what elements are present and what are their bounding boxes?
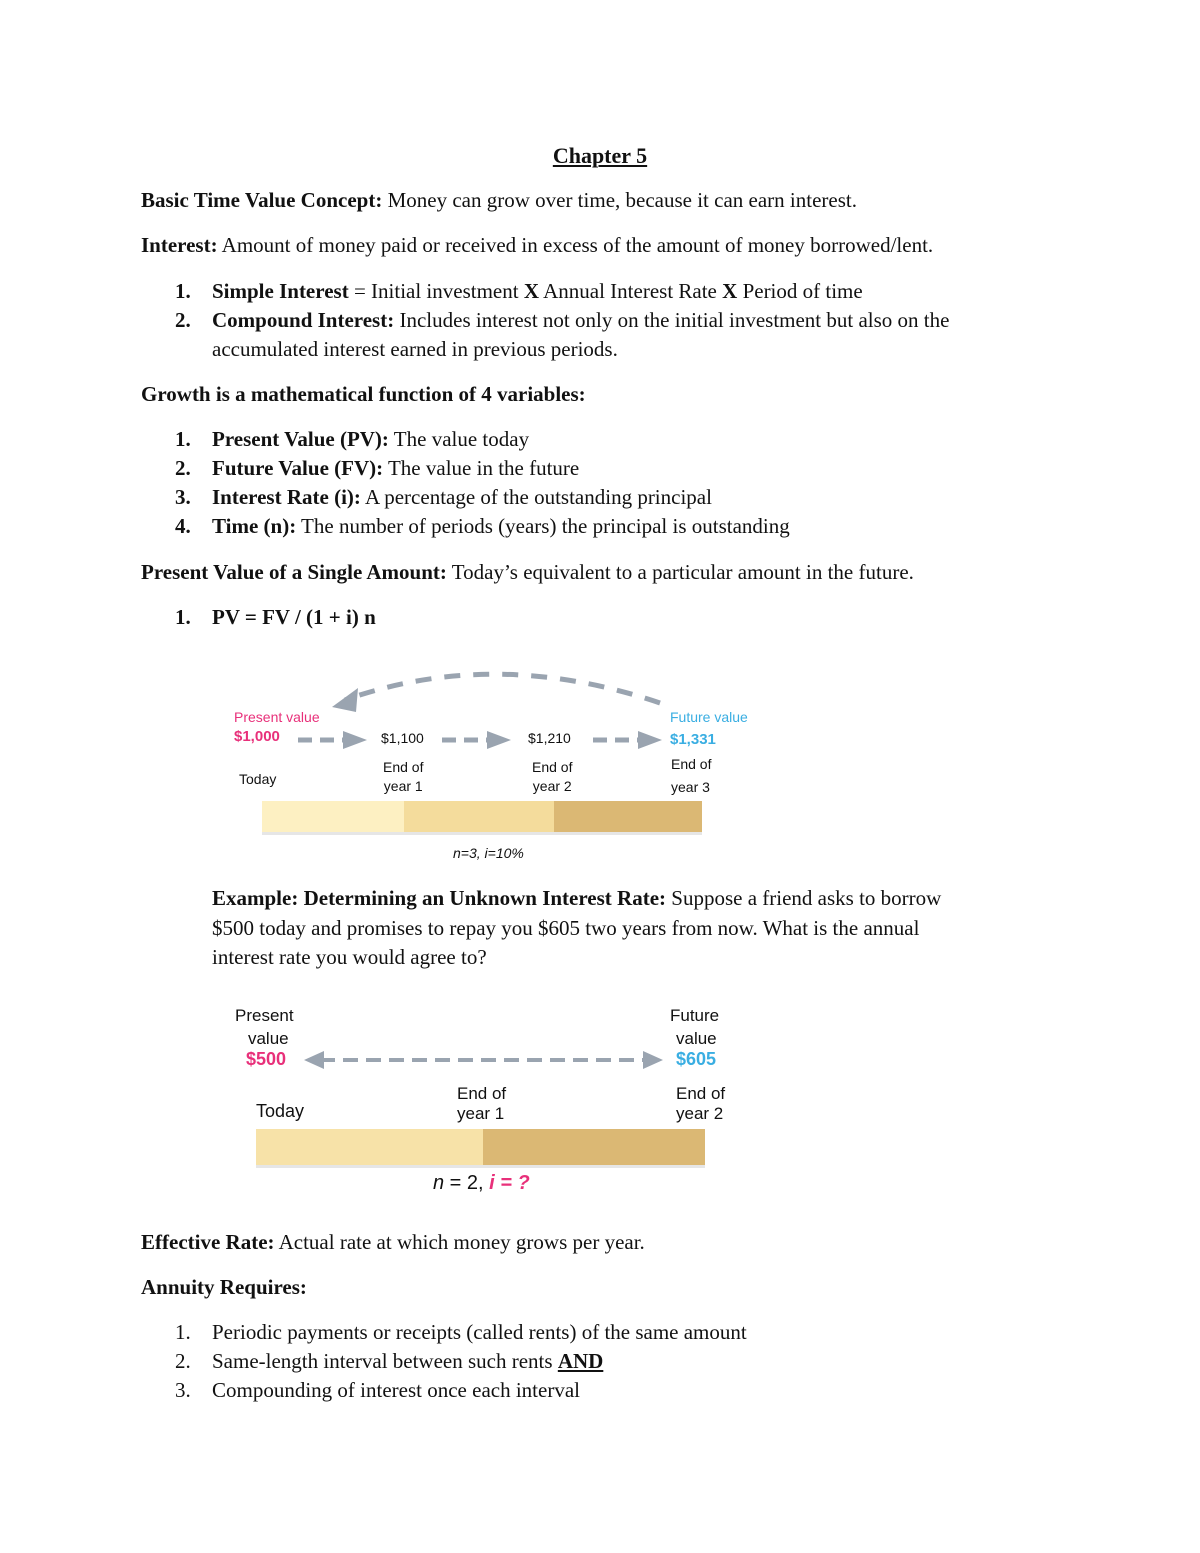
annuity-text: Periodic payments or receipts (called rents) of the same amount [212,1320,747,1344]
variable-term: Future Value (FV): [212,456,384,480]
annuity-item [175,1376,1055,1405]
list-number: 1. [175,427,191,451]
annuity-text: Same-length interval between such rents [212,1349,558,1373]
present-line1: Present [235,1006,294,1025]
caption-i: i = ? [489,1172,530,1194]
compound-interest-line2: accumulated interest earned in previous periods. [212,337,618,361]
left-arrow-head [304,1051,324,1069]
simple-interest-text-3: Period of time [737,279,863,303]
present-value-label [235,1004,294,1050]
diagram1-caption: n=3, i=10% [453,845,524,861]
present-value-amount: $500 [246,1049,287,1069]
year2-line1: End of [532,759,573,775]
timeline-bar-segment [256,1129,483,1165]
future-line1: Future [670,1006,720,1025]
today-label: Today [256,1101,305,1121]
list-item-future-value [175,454,1055,483]
simple-interest-text-2: Annual Interest Rate [539,279,723,303]
list-number: 3. [175,485,191,509]
timeline-bar-segment [262,801,404,832]
interest-term: Interest: [141,233,218,257]
year2-amount: $1,210 [528,730,571,746]
year1-amount: $1,100 [381,730,424,746]
present-value-label: Present value [234,709,320,725]
present-line2: value [247,1029,289,1048]
list-number: 1. [175,1320,191,1344]
multiply-sign: X [722,279,738,303]
year2-line2: year 2 [532,778,572,794]
multiply-sign: X [523,279,540,303]
list-number: 2. [175,1349,191,1373]
future-line2: value [676,1029,717,1048]
effective-rate-paragraph [141,1228,1071,1257]
list-number: 2. [175,456,191,480]
list-number: 2. [175,308,191,332]
basic-concept-text: Money can grow over time, because it can earn interest. [382,188,857,212]
list-number: 4. [175,514,191,538]
growth-heading-text: Growth is a mathematical function of 4 variables: [141,382,586,406]
effective-rate-text: Actual rate at which money grows per year. [274,1230,645,1254]
growth-heading [141,380,1071,409]
simple-interest-text-1: = Initial investment [348,279,524,303]
future-value-label [670,1004,719,1050]
right-arrow-head [643,1051,663,1069]
basic-concept-term: Basic Time Value Concept: [141,188,383,212]
compound-interest-line1: Includes interest not only on the initial investment but also on the [394,308,950,332]
list-item-present-value [175,425,1055,454]
future-value-label: Future value [670,709,748,725]
year2-label [676,1084,725,1124]
arrow-head [343,731,367,749]
effective-rate-term: Effective Rate: [141,1230,275,1254]
year1-line2: year 1 [383,778,423,794]
future-value-amount: $605 [676,1049,717,1069]
year1-line1: End of [383,759,424,775]
timeline-bar-segment [483,1129,705,1165]
caption-mid: = 2, [444,1172,490,1194]
year2-line1: End of [676,1084,726,1103]
present-value-amount: $1,000 [234,728,280,745]
annuity-item [175,1318,1055,1347]
year3-line1: End of [671,756,712,772]
timeline-bar-segment [554,801,702,832]
list-item-interest-rate [175,483,1055,512]
year1-label [383,758,423,796]
year2-label [532,758,572,796]
curved-arrow-head [332,688,358,712]
pv-single-paragraph [141,558,1071,587]
example-line2: $500 today and promises to repay you $605 two years from now. What is the annual [212,915,920,940]
variable-text: The value today [388,427,530,451]
annuity-heading [141,1273,1071,1302]
example-line3: interest rate you would agree to? [212,945,487,969]
list-number: 1. [175,279,191,303]
variable-term: Present Value (PV): [212,427,389,451]
year1-line1: End of [457,1084,507,1103]
annuity-text: Compounding of interest once each interval [212,1378,580,1402]
list-item-simple-interest [175,277,1055,306]
list-item-time [175,512,1055,541]
year3-label [671,753,711,799]
variable-text: The number of periods (years) the principal is outstanding [296,514,790,538]
pv-formula: PV = FV / (1 + i) n [212,605,376,629]
annuity-emphasis: AND [557,1349,604,1373]
variable-term: Interest Rate (i): [212,485,361,509]
page-title: Chapter 5 [552,143,648,168]
simple-interest-term: Simple Interest [212,279,349,303]
timeline-diagram-compound [220,655,780,875]
interest-paragraph [141,231,1071,260]
compound-interest-term: Compound Interest: [212,308,395,332]
arrow-head [487,731,511,749]
variable-text: A percentage of the outstanding principal [360,485,712,509]
variable-term: Time (n): [212,514,297,538]
pv-single-term: Present Value of a Single Amount: [141,560,447,584]
timeline-diagram-unknown-rate [220,1000,780,1210]
pv-single-text: Today’s equivalent to a particular amount in the future. [446,560,914,584]
future-value-amount: $1,331 [670,731,716,748]
timeline-bar-segment [404,801,554,832]
list-item-compound-interest [175,306,1055,364]
today-label: Today [239,771,277,787]
year2-line2: year 2 [676,1104,724,1123]
interest-text: Amount of money paid or received in excess of the amount of money borrowed/lent. [217,233,934,257]
arrow-head [638,731,662,749]
diagram2-caption [433,1172,530,1195]
year1-line2: year 1 [457,1104,505,1123]
annuity-item [175,1347,1055,1376]
year3-line2: year 3 [671,779,710,795]
basic-concept-paragraph [141,186,1071,215]
annuity-heading-text: Annuity Requires: [141,1275,307,1299]
variable-text: The value in the future [383,456,580,480]
caption-n: n [433,1172,445,1194]
year1-label [457,1084,506,1124]
formula-item [175,603,1055,632]
list-number: 1. [175,605,191,629]
example-line1: Suppose a friend asks to borrow [666,886,942,910]
example-term: Example: Determining an Unknown Interest Rate: [212,886,667,910]
list-number: 3. [175,1378,191,1402]
example-paragraph [212,884,1052,973]
